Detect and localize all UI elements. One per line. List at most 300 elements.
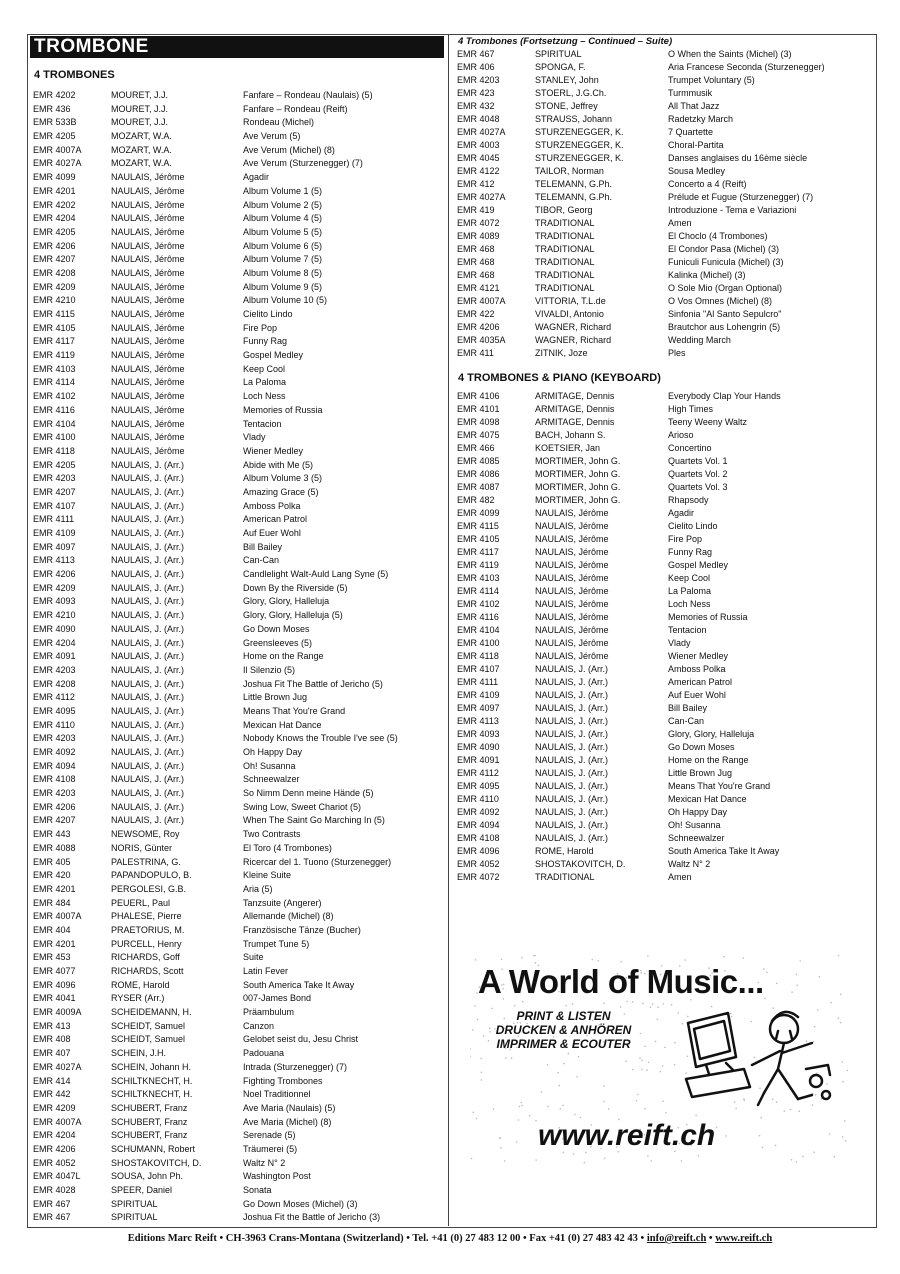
catalog-row [30,103,444,117]
composer-name: NAULAIS, J. (Arr.) [111,664,185,675]
catalog-row [30,1143,444,1157]
catalog-code: EMR 4205 [33,226,76,237]
catalog-code: EMR 4077 [33,966,76,976]
composer-name: NAULAIS, Jérôme [535,651,609,661]
catalog-code: EMR 4009A [33,1007,82,1018]
catalog-code: EMR 4121 [457,283,500,293]
composer-name: STURZENEGGER, K. [535,140,624,150]
work-title: Fighting Trombones [243,1075,323,1086]
work-title: Ave Maria (Naulais) (5) [243,1102,336,1113]
catalog-row [30,623,444,637]
catalog-code: EMR 4092 [33,747,76,757]
composer-name: SCHUBERT, Franz [111,1102,188,1113]
work-title: Album Volume 3 (5) [243,473,323,484]
work-title: Vlady [668,638,691,648]
work-title: Little Brown Jug [243,692,308,703]
catalog-row [30,691,444,705]
catalog-row [30,472,444,486]
work-title: El Condor Pasa (Michel) (3) [668,244,780,254]
catalog-code: EMR 4007A [33,144,82,155]
catalog-code: EMR 4205 [33,131,76,142]
catalog-code: EMR 4207 [33,486,76,497]
composer-name: NAULAIS, J. (Arr.) [111,637,185,648]
composer-name: MORTIMER, John G. [535,482,621,492]
catalog-code: EMR 4111 [457,677,499,687]
work-title: O Sole Mio (Organ Optional) [668,283,783,293]
catalog-code: EMR 420 [33,870,71,881]
composer-name: NAULAIS, J. (Arr.) [535,690,609,700]
catalog-row [454,347,870,360]
composer-name: NAULAIS, Jérôme [535,638,609,648]
catalog-code: EMR 468 [457,244,495,254]
composer-name: NAULAIS, Jérôme [111,281,185,292]
catalog-code: EMR 4092 [457,807,500,817]
composer-name: NAULAIS, J. (Arr.) [111,692,185,703]
catalog-code: EMR 4096 [457,846,500,856]
ad-taglines [476,1009,651,1051]
composer-name: SHOSTAKOVITCH, D. [535,859,626,869]
catalog-code: EMR 467 [33,1212,71,1223]
composer-name: SCHUBERT, Franz [111,1116,188,1127]
work-title: Canzon [243,1020,275,1031]
catalog-row [454,559,870,572]
catalog-row [30,582,444,596]
composer-name: NAULAIS, J. (Arr.) [111,774,185,785]
catalog-code: EMR 4103 [457,573,500,583]
composer-name: NAULAIS, J. (Arr.) [111,651,185,662]
catalog-row [30,938,444,952]
work-title: El Choclo (4 Trombones) [668,231,768,241]
catalog-code: EMR 4118 [33,445,75,456]
composer-name: NAULAIS, Jérôme [111,254,185,265]
work-title: Amboss Polka [243,500,301,511]
work-title: Bill Bailey [668,703,708,713]
catalog-row [454,598,870,611]
catalog-row [30,157,444,171]
catalog-code: EMR 4201 [33,938,76,949]
catalog-code: EMR 4119 [33,350,75,361]
catalog-row [454,455,870,468]
composer-name: NAULAIS, Jérôme [535,612,609,622]
work-title: Amen [668,872,692,882]
catalog-code: EMR 4122 [457,166,500,176]
catalog-code: EMR 4110 [33,719,75,730]
work-title: Ave Maria (Michel) (8) [243,1116,332,1127]
work-title: Album Volume 5 (5) [243,226,323,237]
composer-name: NAULAIS, Jérôme [111,445,185,456]
composer-name: NAULAIS, J. (Arr.) [111,486,185,497]
catalog-row [30,144,444,158]
catalog-code: EMR 4103 [33,363,76,374]
catalog-code: EMR 4206 [33,801,76,812]
catalog-row [454,230,870,243]
work-title: Album Volume 4 (5) [243,213,323,224]
catalog-row [454,507,870,520]
catalog-code: EMR 4107 [33,500,76,511]
catalog-row [454,689,870,702]
catalog-code: EMR 4093 [33,596,76,607]
catalog-row [454,611,870,624]
catalog-row [30,267,444,281]
catalog-row [30,1170,444,1184]
work-title: Concertino [668,443,712,453]
catalog-code: EMR 4093 [457,729,500,739]
work-title: American Patrol [668,677,733,687]
catalog-row [30,130,444,144]
composer-name: RICHARDS, Scott [111,966,184,976]
work-title: Album Volume 8 (5) [243,267,323,278]
work-title: Waltz N° 2 [243,1157,286,1168]
composer-name: NAULAIS, Jérôme [111,350,185,361]
catalog-row [30,281,444,295]
work-title: Sinfonia "Al Santo Sepulcro" [668,309,782,319]
catalog-code: EMR 4102 [457,599,500,609]
composer-name: SCHEIDT, Samuel [111,1020,186,1031]
catalog-code: EMR 4003 [457,140,500,150]
work-title: Ave Verum (5) [243,131,301,142]
catalog-code: EMR 412 [457,179,495,189]
page-title: TROMBONE [30,36,444,58]
work-title: Amboss Polka [668,664,726,674]
computer-cartoon-icon [666,995,846,1115]
catalog-row [454,113,870,126]
catalog-row [30,349,444,363]
catalog-code: EMR 533B [33,117,77,128]
work-title: Funny Rag [243,336,288,347]
catalog-row [30,500,444,514]
composer-name: SCHUMANN, Robert [111,1143,196,1154]
catalog-code: EMR 4027A [457,192,506,202]
work-title: Latin Fever [243,966,289,976]
work-title: Greensleeves (5) [243,637,313,648]
catalog-code: EMR 436 [33,103,71,114]
work-title: Album Volume 7 (5) [243,254,323,265]
catalog-row [454,308,870,321]
work-title: Everybody Clap Your Hands [668,391,781,401]
work-title: Allemande (Michel) (8) [243,911,334,922]
catalog-row [30,541,444,555]
catalog-row [30,705,444,719]
catalog-code: EMR 4108 [457,833,500,843]
catalog-code: EMR 4052 [457,859,500,869]
work-title: Ricercar del 1. Tuono (Sturzenegger) [243,856,392,867]
composer-name: TRADITIONAL [535,283,595,293]
catalog-code: EMR 4205 [33,459,76,470]
catalog-code: EMR 4100 [457,638,500,648]
composer-name: NAULAIS, J. (Arr.) [111,569,185,580]
composer-name: NAULAIS, Jérôme [111,336,185,347]
work-title: Amen [668,218,692,228]
catalog-code: EMR 4203 [33,733,76,744]
website-link[interactable]: www.reift.ch [715,1233,773,1244]
composer-name: NAULAIS, Jérôme [111,377,185,388]
column-divider [448,34,449,1226]
catalog-code: EMR 4203 [33,664,76,675]
composer-name: NAULAIS, Jérôme [111,322,185,333]
catalog-code: EMR 4118 [457,651,499,661]
catalog-row [30,746,444,760]
catalog-row [30,1088,444,1102]
composer-name: PERGOLESI, G.B. [111,883,187,894]
composer-name: NAULAIS, Jérôme [535,560,609,570]
composer-name: ARMITAGE, Dennis [535,404,615,414]
catalog-row [454,728,870,741]
composer-name: NAULAIS, Jérôme [535,573,609,583]
work-title: Joshua Fit The Battle of Jericho (5) [243,678,383,689]
catalog-row [30,814,444,828]
section-title-continued: 4 Trombones (Fortsetzung – Continued – Suite) [458,36,673,47]
catalog-code: EMR 4107 [457,664,500,674]
work-title: Auf Euer Wohl [243,528,301,538]
email-link[interactable]: info@reift.ch [646,1233,707,1244]
catalog-row [454,429,870,442]
composer-name: MOURET, J.J. [111,90,169,100]
catalog-code: EMR 4110 [457,794,499,804]
catalog-code: EMR 4112 [33,692,75,703]
work-title: Amazing Grace (5) [243,486,319,497]
composer-name: MOZART, W.A. [111,158,172,169]
catalog-code: EMR 4203 [33,473,76,484]
work-title: Concerto a 4 (Reift) [668,179,747,189]
work-title: Präambulum [243,1007,295,1018]
work-title: Gospel Medley [243,350,304,361]
composer-name: NAULAIS, Jérôme [111,309,185,319]
catalog-row [30,637,444,651]
catalog-row [30,1006,444,1020]
catalog-code: EMR 4116 [33,404,75,415]
catalog-code: EMR 4208 [33,678,76,689]
work-title: 7 Quartette [668,127,714,137]
composer-name: TRADITIONAL [535,270,595,280]
composer-name: WAGNER, Richard [535,335,612,345]
catalog-row [30,459,444,473]
composer-name: TELEMANN, G.Ph. [535,192,613,202]
composer-name: NAULAIS, J. (Arr.) [111,596,185,607]
work-title: Französische Tänze (Bucher) [243,924,361,935]
work-title: Fanfare – Rondeau (Naulais) (5) [243,90,373,100]
composer-name: TRADITIONAL [535,218,595,228]
composer-name: RYSER (Arr.) [111,993,165,1004]
work-title: Aria Francese Seconda (Sturzenegger) [668,62,825,72]
catalog-row [30,1116,444,1130]
catalog-row [30,842,444,856]
composer-name: TIBOR, Georg [535,205,593,215]
work-title: Oh! Susanna [668,820,721,830]
catalog-code: EMR 4100 [33,432,76,443]
catalog-row [454,741,870,754]
composer-name: NAULAIS, J. (Arr.) [111,815,185,826]
catalog-code: EMR 4207 [33,254,76,265]
work-title: La Paloma [668,586,712,596]
catalog-list-continued [454,48,870,360]
work-title: Washington Post [243,1171,311,1182]
ad-title: A World of Music... [478,963,764,1000]
catalog-row [30,294,444,308]
catalog-code: EMR 4108 [33,774,76,785]
work-title: Memories of Russia [243,404,323,415]
catalog-row [30,89,444,103]
composer-name: NAULAIS, J. (Arr.) [111,719,185,730]
catalog-code: EMR 484 [33,897,71,908]
catalog-code: EMR 4052 [33,1157,76,1168]
work-title: Teeny Weeny Waltz [668,417,748,427]
composer-name: NAULAIS, J. (Arr.) [111,500,185,511]
composer-name: NAULAIS, J. (Arr.) [535,664,609,674]
catalog-row [30,773,444,787]
work-title: Funiculi Funicula (Michel) (3) [668,257,784,267]
composer-name: NAULAIS, J. (Arr.) [535,716,609,726]
composer-name: PRAETORIUS, M. [111,924,185,935]
catalog-row [30,445,444,459]
composer-name: TRADITIONAL [535,257,595,267]
catalog-code: EMR 4203 [457,75,500,85]
catalog-code: EMR 4206 [33,569,76,580]
composer-name: NAULAIS, J. (Arr.) [111,623,185,634]
catalog-code: EMR 4210 [33,295,76,306]
catalog-code: EMR 4209 [33,281,76,292]
composer-name: PAPANDOPULO, B. [111,870,192,881]
work-title: Radetzky March [668,114,734,124]
composer-name: NAULAIS, J. (Arr.) [111,801,185,812]
catalog-row [30,390,444,404]
composer-name: NAULAIS, J. (Arr.) [111,610,185,621]
work-title: Gospel Medley [668,560,729,570]
composer-name: NAULAIS, Jérôme [535,625,609,635]
catalog-row [454,533,870,546]
catalog-row [30,554,444,568]
ad-tagline: IMPRIMER & ECOUTER [496,1037,631,1051]
catalog-row [30,1061,444,1075]
work-title: Tentacion [243,418,282,429]
work-title: Rondeau (Michel) [243,117,315,128]
composer-name: STONE, Jeffrey [535,101,598,111]
work-title: El Toro (4 Trombones) [243,842,332,853]
catalog-row [454,243,870,256]
catalog-code: EMR 404 [33,924,71,935]
catalog-row [454,624,870,637]
composer-name: NAULAIS, Jérôme [535,534,609,544]
catalog-row [30,760,444,774]
composer-name: SOUSA, John Ph. [111,1171,184,1182]
work-title: La Paloma [243,377,287,388]
work-title: Agadir [668,508,695,518]
catalog-code: EMR 466 [457,443,495,453]
catalog-row [454,295,870,308]
work-title: Means That You're Grand [668,781,771,791]
work-title: Tanzsuite (Angerer) [243,897,322,908]
catalog-code: EMR 4207 [33,815,76,826]
ad-url[interactable]: www.reift.ch [538,1119,716,1152]
catalog-code: EMR 4086 [457,469,500,479]
catalog-list-4-trombones [30,89,444,1225]
catalog-code: EMR 4091 [33,651,76,662]
composer-name: NAULAIS, Jérôme [111,199,185,210]
catalog-row [454,87,870,100]
catalog-code: EMR 4027A [457,127,506,137]
work-title: Kleine Suite [243,870,292,881]
work-title: Loch Ness [668,599,711,609]
catalog-row [30,787,444,801]
composer-name: TRADITIONAL [535,244,595,254]
work-title: Vlady [243,432,266,443]
catalog-row [454,204,870,217]
work-title: Trumpet Voluntary (5) [668,75,755,85]
work-title: Quartets Vol. 2 [668,469,728,479]
catalog-row [30,1198,444,1212]
catalog-code: EMR 406 [457,62,495,72]
catalog-row [30,185,444,199]
catalog-code: EMR 4209 [33,582,76,593]
composer-name: MORTIMER, John G. [535,495,621,505]
composer-name: NAULAIS, J. (Arr.) [111,514,185,525]
catalog-row [454,468,870,481]
composer-name: SCHILTKNECHT, H. [111,1089,193,1100]
catalog-code: EMR 4115 [33,309,75,319]
catalog-code: EMR 4116 [457,612,499,622]
catalog-row [454,334,870,347]
catalog-row [30,609,444,623]
catalog-code: EMR 4114 [33,377,75,388]
catalog-code: EMR 4095 [33,705,76,716]
work-title: Sousa Medley [668,166,726,176]
work-title: Choral-Partita [668,140,724,150]
catalog-row [454,767,870,780]
catalog-row [454,403,870,416]
composer-name: NAULAIS, Jérôme [111,213,185,224]
right-column [454,36,870,884]
catalog-row [30,308,444,322]
catalog-row [454,702,870,715]
catalog-row [30,910,444,924]
catalog-code: EMR 4106 [457,391,500,401]
composer-name: NAULAIS, J. (Arr.) [111,788,185,799]
composer-name: KOETSIER, Jan [535,443,601,453]
catalog-row [30,404,444,418]
composer-name: NEWSOME, Roy [111,829,180,840]
catalog-row [30,322,444,336]
catalog-row [30,869,444,883]
work-title: Ave Verum (Sturzenegger) (7) [243,158,363,169]
composer-name: NAULAIS, J. (Arr.) [111,555,185,566]
catalog-code: EMR 4101 [457,404,500,414]
work-title: Fire Pop [668,534,703,544]
catalog-row [30,595,444,609]
catalog-code: EMR 4048 [457,114,500,124]
work-title: Go Down Moses [668,742,735,752]
work-title: Album Volume 6 (5) [243,240,323,251]
catalog-row [454,269,870,282]
catalog-row [30,1129,444,1143]
catalog-code: EMR 4202 [33,90,76,100]
composer-name: VIVALDI, Antonio [535,309,604,319]
catalog-code: EMR 482 [457,495,495,505]
catalog-row [30,376,444,390]
catalog-code: EMR 4104 [33,418,76,429]
catalog-row [454,321,870,334]
catalog-code: EMR 4007A [33,1116,82,1127]
catalog-code: EMR 4097 [457,703,500,713]
work-title: Wiener Medley [668,651,729,661]
catalog-code: EMR 4204 [33,1130,76,1141]
catalog-row [30,253,444,267]
work-title: Funny Rag [668,547,713,557]
catalog-code: EMR 4209 [33,1102,76,1113]
work-title: O Vos Omnes (Michel) (8) [668,296,773,306]
catalog-code: EMR 4208 [33,267,76,278]
catalog-row [30,1184,444,1198]
composer-name: NAULAIS, Jérôme [535,599,609,609]
advertisement [470,955,860,1165]
